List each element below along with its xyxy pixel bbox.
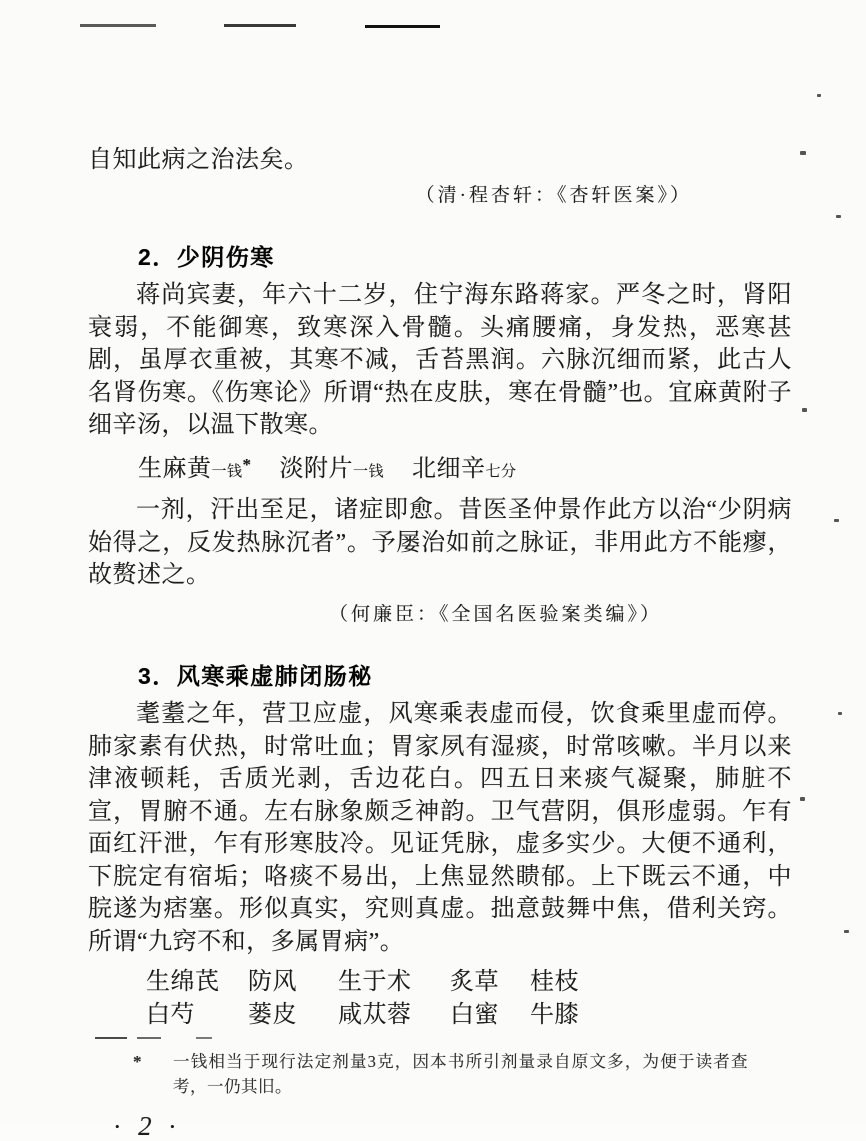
scan-speck bbox=[834, 519, 839, 522]
herb-name: 炙草 bbox=[450, 969, 499, 995]
herb-name: 牛膝 bbox=[530, 1002, 579, 1028]
text-column bbox=[88, 144, 792, 1140]
herb-name: 防风 bbox=[248, 969, 297, 995]
herb-name: 蒌皮 bbox=[248, 1002, 297, 1028]
herb-name: 生于术 bbox=[338, 969, 412, 995]
scan-speck bbox=[838, 712, 842, 715]
scan-speck bbox=[802, 408, 807, 412]
footnote-block bbox=[88, 1049, 792, 1099]
herb-name: 白蜜 bbox=[450, 1002, 499, 1028]
scan-speck bbox=[844, 930, 849, 933]
footnote-rule-segment bbox=[95, 1037, 127, 1039]
scan-speck bbox=[800, 797, 805, 801]
herb-name: 北细辛 bbox=[412, 455, 486, 482]
footnote bbox=[88, 1049, 792, 1099]
herb-name: 咸苁蓉 bbox=[338, 1002, 412, 1028]
scan-bar-1 bbox=[80, 24, 156, 27]
prescription-item bbox=[280, 453, 385, 489]
herb-dose: 一钱 bbox=[353, 463, 385, 480]
page-number-value: 2 bbox=[138, 1111, 153, 1141]
section-3-herb-table bbox=[88, 966, 792, 1031]
scan-bar-3 bbox=[365, 25, 440, 28]
scan-speck bbox=[836, 215, 841, 218]
herb-name: 桂枝 bbox=[530, 969, 579, 995]
section-3-paragraph-1: 耄耋之年，营卫应虚，风寒乘表虚而侵，饮食乘里虚而停。肺家素有伏热，时常吐血；胃家夙有湿痰，时常咳嗽。半月以来津液顿耗，舌质光剥，舌边花白。四五日来痰气凝聚，肺脏不宣，胃腑不通。左右脉象颇乏神韵。卫气营阴，俱形虚弱。乍有面红汗泄，乍有形寒肢冷。见证凭脉，虚多实少。大便不通利，下脘定有宿垢；咯痰不易出，上焦显然瞆郁。上下既云不通，中脘遂为痞塞。形似真实，究则真虚。拙意鼓舞中焦，借利关窍。所谓“九窍不和，多属胃病”。 bbox=[88, 701, 792, 955]
scan-speck bbox=[817, 94, 821, 97]
herb-name: 淡附片 bbox=[279, 455, 354, 482]
prescription-item bbox=[412, 453, 517, 489]
footnote-marker: * bbox=[133, 1052, 142, 1071]
attribution-case-1: （清·程杏轩：《杏轩医案》） bbox=[415, 184, 692, 206]
footnote-rule-segment bbox=[137, 1037, 161, 1039]
footnote-rule-segment bbox=[196, 1037, 212, 1039]
herb-name: 白芍 bbox=[146, 1002, 195, 1028]
section-2-heading: 2．少阴伤寒 bbox=[138, 243, 275, 270]
attribution-case-2: （何廉臣：《全国名医验案类编》） bbox=[328, 603, 662, 625]
page-number-dot-right: • bbox=[170, 1119, 176, 1134]
herb-dose: 七分 bbox=[485, 463, 517, 480]
page-number-dot-left: • bbox=[115, 1119, 121, 1134]
footnote-asterisk: * bbox=[242, 454, 252, 474]
intro-line: 自知此病之治法矣。 bbox=[88, 147, 309, 173]
scan-speck bbox=[800, 151, 806, 155]
scan-bar-2 bbox=[224, 24, 296, 27]
herb-name: 生绵芪 bbox=[146, 969, 220, 995]
section-2-paragraph-1: 蒋尚宾妻，年六十二岁，住宁海东路蒋家。严冬之时，肾阳衰弱，不能御寒，致寒深入骨髓。头痛腰痛，身发热，恶寒甚剧，虽厚衣重被，其寒不减，舌苔黑润。六脉沉细而紧，此古人名肾伤寒。《伤寒论》所谓“热在皮肤，寒在骨髓”也。宜麻黄附子细辛汤，以温下散寒。 bbox=[88, 282, 792, 438]
section-2-prescription bbox=[88, 449, 792, 489]
herb-name: 生麻黄 bbox=[138, 455, 212, 482]
section-3-heading: 3．风寒乘虚肺闭肠秘 bbox=[138, 662, 373, 689]
section-2-paragraph-2: 一剂，汗出至足，诸症即愈。昔医圣仲景作此方以治“少阴病始得之，反发热脉沉者”。予屡治如前之脉证，非用此方不能瘳，故赘述之。 bbox=[88, 497, 792, 588]
page-number bbox=[88, 1113, 792, 1140]
herb-dose: 一钱 bbox=[211, 463, 243, 480]
footnote-text: 一钱相当于现行法定剂量3克，因本书所引剂量录自原文多，为便于读者查考，一仍其旧。 bbox=[173, 1052, 748, 1096]
prescription-item bbox=[138, 449, 252, 489]
